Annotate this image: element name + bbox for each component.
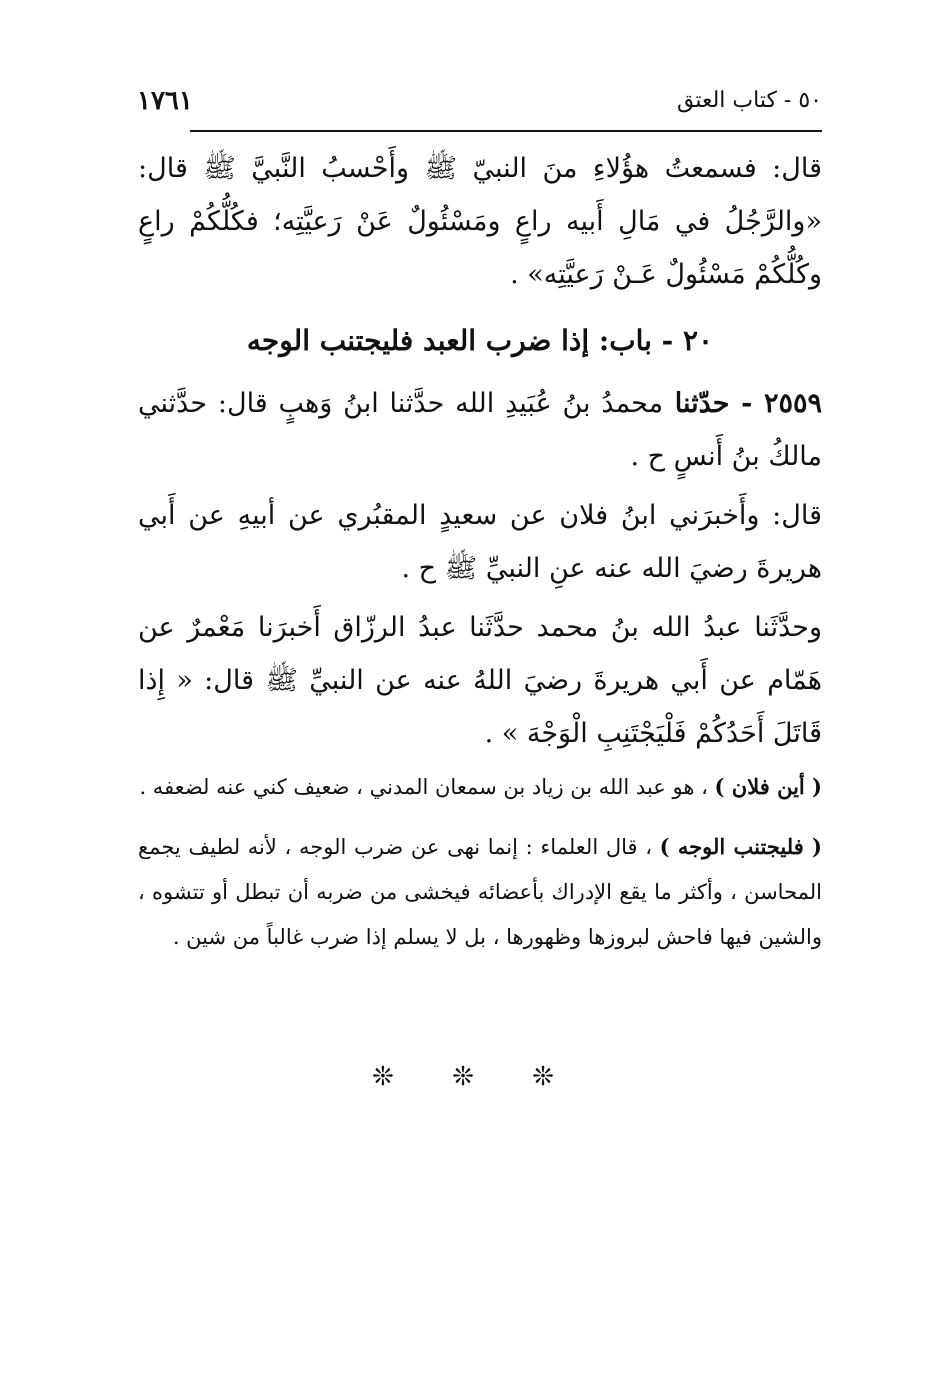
star-ornament: ❊ xyxy=(372,1062,394,1092)
star-ornament: ❊ xyxy=(532,1062,554,1092)
star-ornament: ❊ xyxy=(452,1062,474,1092)
end-separator xyxy=(0,1062,926,1092)
note-text: ، هو عبد الله بن زياد بن سمعان المدني ، ضعيف كني عنه لضعفه . xyxy=(139,775,715,799)
page-number: ١٧٦١ xyxy=(137,86,193,116)
note-term: ( فليجتنب الوجه ) xyxy=(659,834,822,859)
paragraph-3: قال: وأَخبرَني ابنُ فلان عن سعيدٍ المقبُري عن أبيهِ عن أَبي هريرةَ رضيَ الله عنه عنِ النبيِّ ﷺ ح . xyxy=(138,500,822,584)
hadith-number: ٢٥٥٩ xyxy=(763,388,822,419)
paragraph-4: وحدَّثَنا عبدُ الله بنُ محمد حدَّثَنا عبدُ الرزّاق أَخبرَنا مَعْمرٌ عن هَمّام عن أَبي هريرةَ رضيَ اللهُ عنه عن النبيِّ ﷺ قال: « إِذا قَاتَلَ أَحَدُكُمْ فَلْيَجْتَنِبِ الْوَجْهَ » . xyxy=(138,612,822,749)
note-term: ( أين فلان ) xyxy=(714,774,822,799)
page-body xyxy=(138,142,822,960)
footnotes xyxy=(138,764,822,960)
note-text: ، قال العلماء : إنما نهى عن ضرب الوجه ، لأنه لطيف يجمع المحاسن ، وأكثر ما يقع الإدراك بأعضائه فيخشى من ضربه أن تبطل أو تتشوه ، والشين فيها فاحش لبروزها وظهورها ، بل لا يسلم إذا ضرب غالباً من شين . xyxy=(138,835,822,949)
paragraph-1: قال: فسمعتُ هؤُلاءِ منَ النبيّ ﷺ وأَحْسبُ النَّبيَّ ﷺ قال: «والرَّجُلُ في مَالِ أَبيه راعٍ ومَسْئُولٌ عَنْ رَعيَّتِه؛ فكُلُّكُمْ راعٍ وكُلُّكُمْ مَسْئُولٌ عَـنْ رَعيَّتِه» . xyxy=(138,153,822,290)
header-rule xyxy=(190,130,822,132)
chapter-title: ٥٠ - كتاب العتق xyxy=(677,88,822,113)
page-header xyxy=(135,86,822,126)
hadith-intro: - حدّثنا xyxy=(663,388,764,419)
hadith-text: محمدُ بنُ عُبَيدِ الله حدَّثنا ابنُ وَهبٍ قال: حدَّثني مالكُ بنُ أَنسٍ ح . xyxy=(138,388,822,472)
note-2 xyxy=(138,824,822,960)
hadith-2559 xyxy=(138,377,822,483)
note-1 xyxy=(138,764,822,810)
section-title: ٢٠ - باب: إذا ضرب العبد فليجتنب الوجه xyxy=(246,324,714,357)
